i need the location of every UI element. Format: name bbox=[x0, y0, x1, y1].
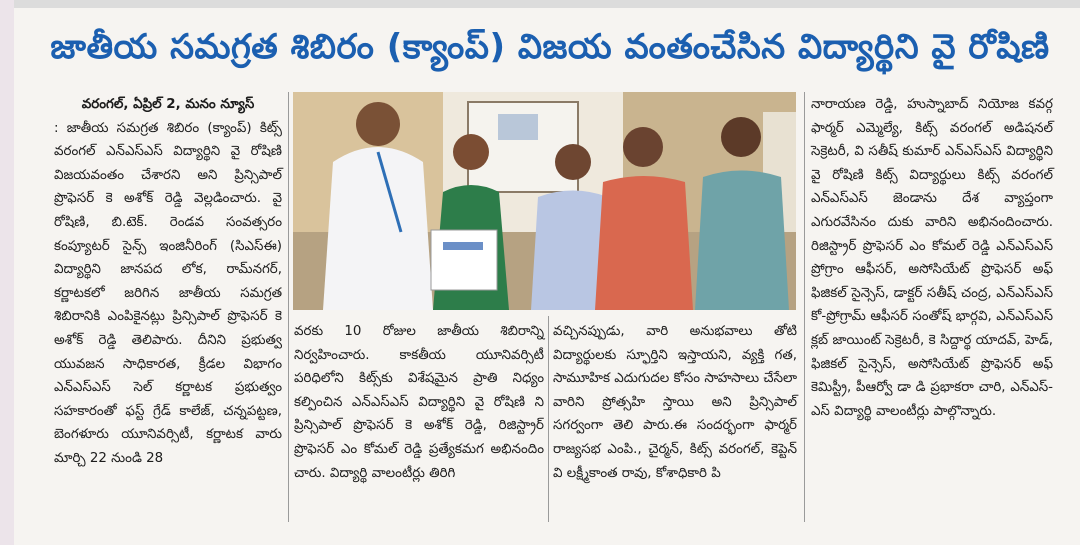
article-column-2 bbox=[294, 320, 544, 525]
column-2-text: వరకు 10 రోజుల జాతీయ శిబిరాన్ని నిర్వహించారు. కాకతీయ యూనివర్సిటీ పరిధిలోని కిట్స్‌కు విశేషమైన ప్రాతి నిధ్యం కల్పించిన ఎన్ఎస్ఎస్ విద్యార్థిని వై రోషిణి ని ప్రిన్సిపాల్ ప్రొఫెసర్ కె అశోక్ రెడ్డి, రిజిస్ట్రార్ ప్రొఫెసర్ ఎం కోమల్ రెడ్డి ప్రత్యేకమగ అభినందిం చారు. విద్యార్థి వాలంటీర్లు తిరిగి bbox=[294, 324, 544, 481]
top-scan-strip bbox=[0, 0, 1080, 8]
article-column-1 bbox=[54, 93, 282, 525]
article-headline: జాతీయ సమగ్రత శిబిరం (క్యాంప్) విజయ వంతంచేసిన విద్యార్థిని వై రోషిణి bbox=[50, 27, 1050, 67]
column-divider bbox=[804, 92, 805, 522]
article-column-4 bbox=[811, 93, 1053, 525]
column-divider bbox=[548, 316, 549, 522]
page-edge bbox=[0, 0, 14, 545]
column-3-text: వచ్చినప్పుడు, వారి అనుభవాలు తోటి విద్యార్థులకు స్ఫూర్తిని ఇస్తాయని, వ్యక్తి గత, సామూహిక ఎదుగుదల కోసం సాహసాలు చేసేలా వారిని ప్రోత్సహి స్తాయి అని ప్రిన్సిపాల్ సగర్వంగా తెలి పారు.ఈ సందర్భంగా ఫార్మర్ రాజ్యసభ ఎంపి., చైర్మన్, కిట్స్ వరంగల్, కెప్టెన్ వి లక్ష్మీకాంత రావు, కోశాధికారి పి bbox=[553, 324, 797, 481]
photo-illustration bbox=[293, 92, 796, 310]
dateline: వరంగల్, ఏప్రిల్ 2, మనం న్యూస్ bbox=[81, 97, 255, 112]
column-divider bbox=[288, 92, 289, 522]
news-photo bbox=[293, 92, 796, 310]
column-4-text: నారాయణ రెడ్డి, హుస్నాబాద్ నియోజ కవర్గ ఫార్మర్ ఎమ్మెల్యే, కిట్స్ వరంగల్ అడిషనల్ సెక్రెటరీ, వి సతీష్ కుమార్ ఎన్ఎస్ఎస్ విద్యార్థిని వై రోషిణి కిట్స్ విద్యార్థులు కిట్స్ వరంగల్ ఎన్ఎస్ఎస్ జెండాను దేశ వ్యాప్తంగా ఎగురవేసినం దుకు వారిని అభినందించారు. రిజిస్ట్రార్ ప్రొఫెసర్ ఎం కోమల్ రెడ్డి ఎన్ఎస్ఎస్ ప్రోగ్రాం ఆఫీసర్, అసోసియేట్ ప్రొఫెసర్ అఫ్ ఫిజికల్ సైన్సెస్, డాక్టర్ సతీష్ చంద్ర, ఎన్ఎస్ఎస్ కో-ప్రోగ్రామ్ ఆఫీసర్ సంతోష్ భార్గవి, ఎన్ఎస్ఎస్ క్లబ్ జాయింట్ సెక్రెటరీ, కె సిద్దార్థ యాదవ్, హెడ్, ఫిజికల్ సైన్సెస్, అసోసియేట్ ప్రొఫెసర్ అఫ్ కెమిస్ట్రీ, పీఆర్వో డా డి ప్రభాకరా చారి, ఎన్ఎస్- ఎస్ విద్యార్థి వాలంటీర్లు పాల్గొన్నారు. bbox=[811, 97, 1053, 419]
column-1-text: : జాతీయ సమగ్రత శిబిరం (క్యాంప్) కిట్స్ వరంగల్ ఎన్ఎస్ఎస్ విద్యార్థిని వై రోషిణి విజయవంతం చేశారని అని ప్రిన్సిపాల్ ప్రొఫెసర్ కె అశోక్ రెడ్డి వెల్లడించారు. వై రోషిణి, బి.టెక్. రెండవ సంవత్సరం కంప్యూటర్ సైన్స్ ఇంజినీరింగ్ (సిఎస్ఈ) విద్యార్థిని జానపద లోక, రామ్‌నగర్, కర్ణాటకలో జరిగిన జాతీయ సమగ్రత శిబిరానికి ఎంపికైనట్లు ప్రిన్సిపాల్ ప్రొఫెసర్ కె అశోక్ రెడ్డి తెలిపారు. దీనిని ప్రభుత్వ యువజన సాధికారత, క్రీడల విభాగం ఎన్ఎస్ఎస్ సెల్ కర్ణాటక ప్రభుత్వం సహకారంతో ఫస్ట్ గ్రేడ్ కాలేజ్, చన్నపట్టణ, బెంగళూరు యూనివర్సిటీ, కర్ణాటక వారు మార్చి 22 నుండి 28 bbox=[54, 120, 282, 466]
article-column-3 bbox=[553, 320, 797, 525]
